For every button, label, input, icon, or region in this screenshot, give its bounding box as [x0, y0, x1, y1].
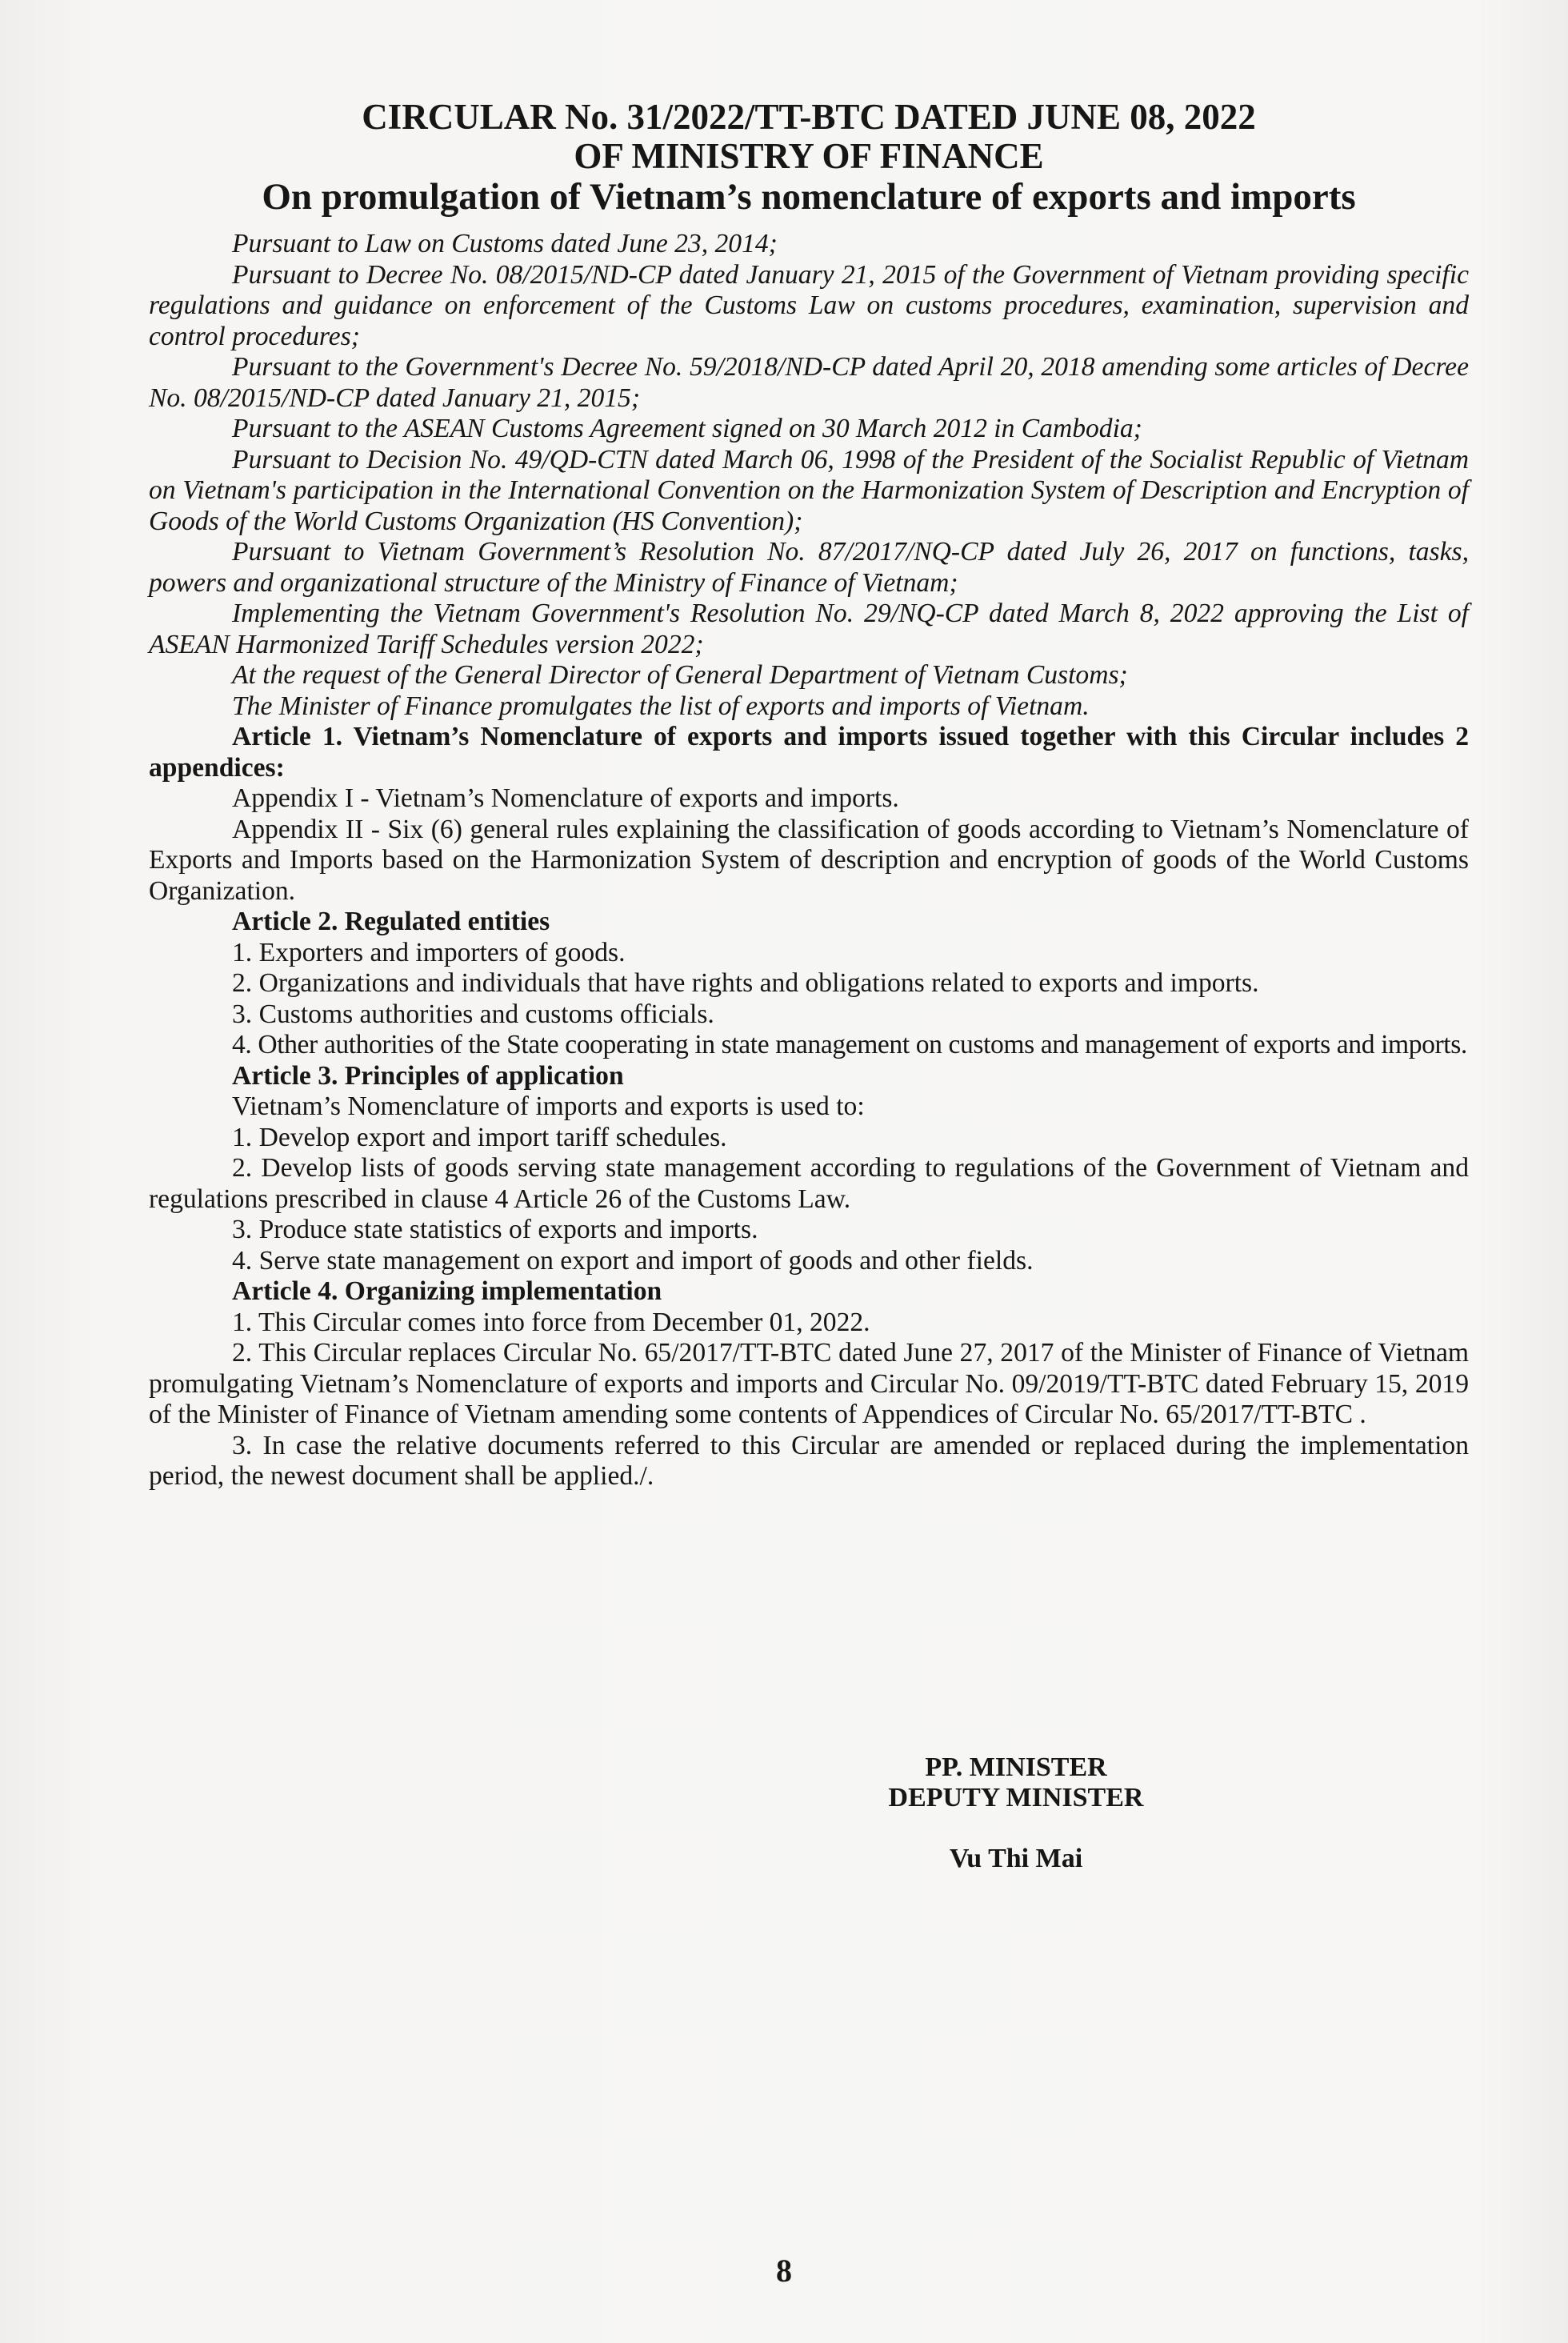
article-3-item: 1. Develop export and import tariff schedules.	[232, 1122, 727, 1152]
preamble-item: Implementing the Vietnam Government's Resolution No. 29/NQ-CP dated March 8, 2022 approving the List of ASEAN Harmonized Tariff Schedules version 2022;	[149, 599, 1469, 659]
preamble-item: Pursuant to the ASEAN Customs Agreement signed on 30 March 2012 in Cambodia;	[232, 414, 1142, 443]
article-2-item: 2. Organizations and individuals that have rights and obligations related to exports and imports.	[232, 968, 1259, 998]
circular-title: CIRCULAR No. 31/2022/TT-BTC DATED JUNE 08, 2022	[362, 97, 1256, 137]
article-3-item: 4. Serve state management on export and import of goods and other fields.	[232, 1245, 1034, 1276]
article-3	[149, 1061, 1469, 1277]
article-4-item: 2. This Circular replaces Circular No. 65/2017/TT-BTC dated June 27, 2017 of the Minister of Finance of Vietnam promulgating Vietnam’s Nomenclature of exports and imports and Circular No. 09/2019/TT-BTC dated February 15, 2019 of the Minister of Finance of Vietnam amending some contents of Appendices of Circular No. 65/2017/TT-BTC .	[149, 1338, 1469, 1429]
article-4-item: 3. In case the relative documents referred to this Circular are amended or replaced during the implementation period, the newest document shall be applied./.	[149, 1430, 1469, 1491]
page-number: 8	[776, 2253, 792, 2289]
preamble-item: Pursuant to the Government's Decree No. 59/2018/ND-CP dated April 20, 2018 amending some articles of Decree No. 08/2015/ND-CP dated January 21, 2015;	[149, 352, 1469, 413]
preamble-item: Pursuant to Decree No. 08/2015/ND-CP dated January 21, 2015 of the Government of Vietnam providing specific regulations and guidance on enforcement of the Customs Law on customs procedures, examination, supervision and control procedures;	[149, 259, 1469, 351]
article-3-item: Vietnam’s Nomenclature of imports and exports is used to:	[232, 1091, 865, 1121]
article-1-item: Appendix II - Six (6) general rules explaining the classification of goods according to Vietnam’s Nomenclature of Exports and Imports based on the Harmonization System of description and encryption of goods of the World Customs Organization.	[149, 814, 1469, 906]
article-3-heading: Article 3. Principles of application	[232, 1060, 624, 1091]
article-2-heading: Article 2. Regulated entities	[232, 907, 550, 936]
signature-position: DEPUTY MINISTER	[888, 1783, 1144, 1812]
article-1-item: Appendix I - Vietnam’s Nomenclature of exports and imports.	[232, 783, 899, 813]
article-1-heading: Article 1. Vietnam’s Nomenclature of exports and imports issued together with this Circular includes 2 appendices:	[149, 722, 1469, 783]
preamble-item: Pursuant to Decision No. 49/QD-CTN dated March 06, 1998 of the President of the Socialist Republic of Vietnam on Vietnam's participation in the International Convention on the Harmonization System of Description and Encryption of Goods of the World Customs Organization (HS Convention);	[149, 444, 1469, 536]
article-2-item: 3. Customs authorities and customs officials.	[232, 999, 714, 1029]
article-2-item: 4. Other authorities of the State cooperating in state management on customs and management of exports and imports.	[232, 1030, 1467, 1059]
signature-block	[864, 1752, 1168, 1874]
article-3-item: 3. Produce state statistics of exports and imports.	[232, 1215, 758, 1244]
preamble-item: Pursuant to Vietnam Government’s Resolution No. 87/2017/NQ-CP dated July 26, 2017 on functions, tasks, powers and organizational structure of the Ministry of Finance of Vietnam;	[149, 537, 1469, 598]
issuing-ministry: OF MINISTRY OF FINANCE	[574, 136, 1044, 176]
article-4-item: 1. This Circular comes into force from December 01, 2022.	[232, 1307, 870, 1337]
preamble-item: The Minister of Finance promulgates the list of exports and imports of Vietnam.	[232, 691, 1090, 721]
signature-title: PP. MINISTER	[925, 1752, 1107, 1782]
document-body	[149, 98, 1469, 1492]
article-3-item: 2. Develop lists of goods serving state management according to regulations of the Government of Vietnam and regulations prescribed in clause 4 Article 26 of the Customs Law.	[149, 1153, 1469, 1214]
article-1	[149, 722, 1469, 907]
circular-subject: On promulgation of Vietnam’s nomenclature of exports and imports	[262, 176, 1356, 218]
article-2-item: 1. Exporters and importers of goods.	[232, 937, 626, 967]
article-4	[149, 1276, 1469, 1492]
article-2	[149, 907, 1469, 1061]
preamble-item: Pursuant to Law on Customs dated June 23, 2014;	[232, 229, 778, 258]
preamble-item: At the request of the General Director of General Department of Vietnam Customs;	[232, 660, 1128, 690]
article-4-heading: Article 4. Organizing implementation	[232, 1276, 662, 1306]
preamble	[149, 229, 1469, 722]
signatory-name: Vu Thi Mai	[949, 1844, 1083, 1873]
